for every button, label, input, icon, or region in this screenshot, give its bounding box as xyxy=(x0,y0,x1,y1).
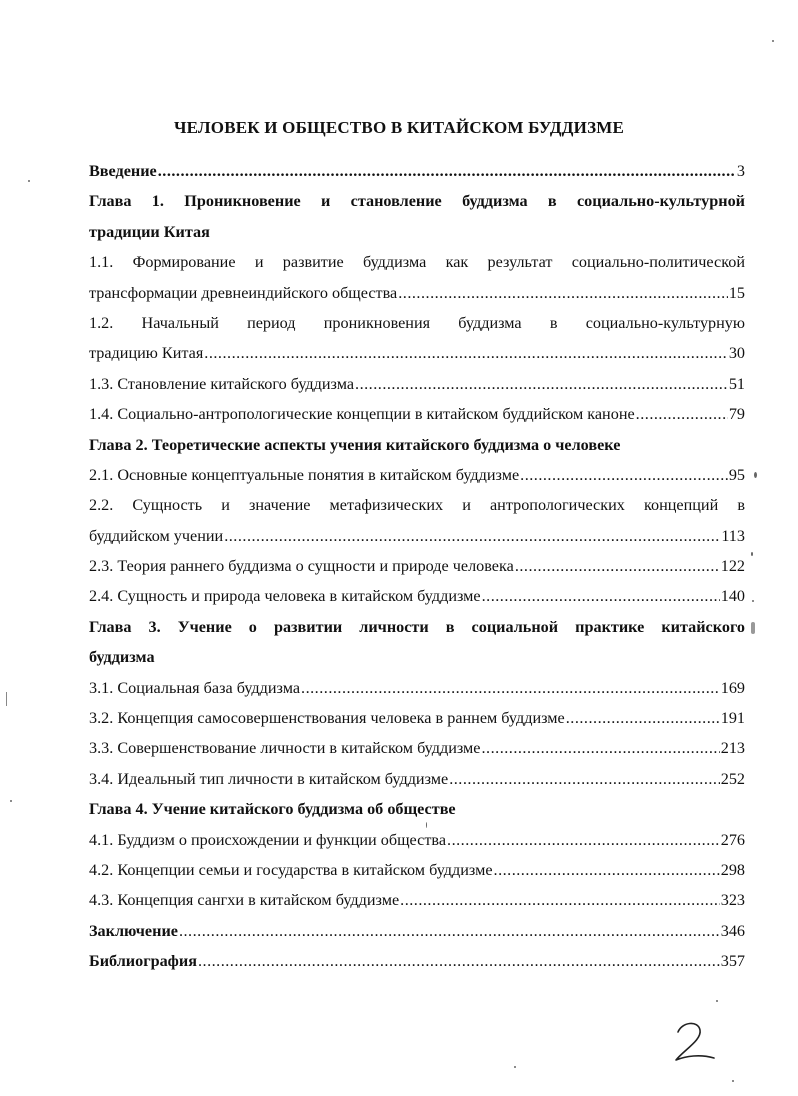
toc-section-1-2-line-1: 1.2. Начальный период проникновения буддизма в социально-культурную xyxy=(89,313,745,332)
scan-speck xyxy=(752,600,754,602)
toc-entry-label: 3.2. Концепция самосовершенствования человека в раннем буддизме xyxy=(89,709,565,728)
toc-page-number: 276 xyxy=(720,830,745,849)
toc-entry-label: 1.4. Социально-антропологические концепции в китайском буддийском каноне xyxy=(89,405,635,424)
toc-page-number: 3 xyxy=(736,162,745,180)
toc-entry-label: Библиография xyxy=(89,952,197,971)
toc-entry-label: традиции Китая xyxy=(89,222,210,241)
toc-section-1-2 xyxy=(89,338,745,368)
toc-entry-label: Введение xyxy=(89,162,157,180)
toc-page-number: 323 xyxy=(720,891,745,910)
toc-page-number: 30 xyxy=(728,344,745,363)
toc-entry-label: 2.3. Теория раннего буддизма о сущности и природе человека xyxy=(89,557,514,576)
toc-section-1-1-line-1: 1.1. Формирование и развитие буддизма как результат социально-политической xyxy=(89,253,745,272)
scan-speck xyxy=(28,180,30,182)
dot-leader xyxy=(224,521,720,551)
toc-section-4-1 xyxy=(89,825,745,855)
toc-section-1-1 xyxy=(89,278,745,308)
dot-leader xyxy=(400,885,720,915)
dot-leader xyxy=(179,916,720,946)
toc-entry-label: трансформации древнеиндийского общества xyxy=(89,283,398,302)
toc-entry-label: 2.1. Основные концептуальные понятия в китайском буддизме xyxy=(89,465,520,484)
scan-speck xyxy=(751,552,753,556)
table-of-contents xyxy=(89,156,745,977)
scan-speck xyxy=(716,1000,718,1002)
toc-entry-label: 4.1. Буддизм о происхождении и функции общества xyxy=(89,830,447,849)
toc-page-number: 51 xyxy=(728,374,745,393)
toc-page-number: 252 xyxy=(720,769,745,788)
dot-leader xyxy=(482,581,720,611)
toc-entry-label: 4.2. Концепции семьи и государства в китайском буддизме xyxy=(89,860,493,879)
toc-section-4-3 xyxy=(89,885,745,915)
dot-leader xyxy=(204,338,728,368)
document-title: ЧЕЛОВЕК И ОБЩЕСТВО В КИТАЙСКОМ БУДДИЗМЕ xyxy=(173,118,625,137)
toc-entry-label: традицию Китая xyxy=(89,344,204,363)
toc-section-3-4 xyxy=(89,764,745,794)
dot-leader xyxy=(566,703,720,733)
dot-leader xyxy=(398,278,728,308)
toc-section-4-2 xyxy=(89,855,745,885)
toc-entry-bibliography xyxy=(89,946,745,976)
toc-entry-label: 3.3. Совершенствование личности в китайском буддизме xyxy=(89,739,481,758)
dot-leader xyxy=(515,551,720,581)
toc-section-2-2-line-1: 2.2. Сущность и значение метафизических и антропологических концепций в xyxy=(89,496,745,515)
toc-section-3-3 xyxy=(89,733,745,763)
toc-entry-label: Глава 2. Теоретические аспекты учения китайского буддизма о человеке xyxy=(89,435,621,454)
dot-leader xyxy=(447,825,720,855)
toc-section-3-2 xyxy=(89,703,745,733)
dot-leader xyxy=(301,673,720,703)
toc-entry-label: 1.3. Становление китайского буддизма xyxy=(89,374,355,393)
toc-chapter-3-line-2 xyxy=(89,642,745,672)
toc-page-number: 113 xyxy=(721,526,745,545)
toc-entry-label: 3.4. Идеальный тип личности в китайском буддизме xyxy=(89,769,449,788)
toc-entry-intro xyxy=(89,156,745,186)
scan-speck xyxy=(754,472,757,478)
dot-leader xyxy=(198,946,720,976)
toc-entry-label: 2.4. Сущность и природа человека в китайском буддизме xyxy=(89,587,481,606)
dot-leader xyxy=(482,733,720,763)
toc-section-2-3 xyxy=(89,551,745,581)
toc-section-1-4 xyxy=(89,399,745,429)
toc-entry-label: 4.3. Концепция сангхи в китайском буддизме xyxy=(89,891,400,910)
scan-speck xyxy=(6,692,7,706)
dot-leader xyxy=(449,764,720,794)
dot-leader xyxy=(520,460,728,490)
toc-chapter-1-line-1: Глава 1. Проникновение и становление буддизма в социально-культурной xyxy=(89,192,745,211)
toc-entry-label: буддийском учении xyxy=(89,526,224,545)
toc-section-1-3 xyxy=(89,369,745,399)
dot-leader xyxy=(355,369,728,399)
toc-chapter-3-line-1: Глава 3. Учение о развитии личности в социальной практике китайского xyxy=(89,617,745,636)
dot-leader xyxy=(636,399,728,429)
toc-page-number: 298 xyxy=(720,860,745,879)
scan-speck xyxy=(732,1080,734,1082)
toc-section-2-4 xyxy=(89,581,745,611)
toc-entry-conclusion xyxy=(89,916,745,946)
toc-entry-label: Заключение xyxy=(89,921,178,940)
toc-section-3-1 xyxy=(89,673,745,703)
toc-section-2-1 xyxy=(89,460,745,490)
toc-page-number: 169 xyxy=(720,678,745,697)
scan-speck xyxy=(751,622,755,634)
dot-leader xyxy=(494,855,720,885)
toc-page-number: 122 xyxy=(720,557,745,576)
toc-entry-label: 3.1. Социальная база буддизма xyxy=(89,678,301,697)
scan-speck xyxy=(514,1066,516,1068)
handwritten-page-number xyxy=(670,1018,720,1066)
toc-page-number: 213 xyxy=(720,739,745,758)
scan-speck xyxy=(772,40,774,42)
dot-leader xyxy=(158,156,736,186)
toc-entry-label: буддизма xyxy=(89,648,155,667)
toc-page-number: 15 xyxy=(728,283,745,302)
toc-page-number: 357 xyxy=(720,952,745,971)
toc-page-number: 191 xyxy=(720,709,745,728)
toc-entry-label: Глава 4. Учение китайского буддизма об обществе xyxy=(89,800,456,819)
scan-speck xyxy=(426,822,427,828)
toc-chapter-1-line-2 xyxy=(89,217,745,247)
toc-chapter-4 xyxy=(89,794,745,824)
toc-chapter-2 xyxy=(89,430,745,460)
toc-page-number: 79 xyxy=(728,405,745,424)
scan-speck xyxy=(10,800,12,802)
toc-page-number: 346 xyxy=(720,921,745,940)
toc-page-number: 95 xyxy=(728,465,745,484)
toc-page-number: 140 xyxy=(720,587,745,606)
toc-section-2-2 xyxy=(89,521,745,551)
